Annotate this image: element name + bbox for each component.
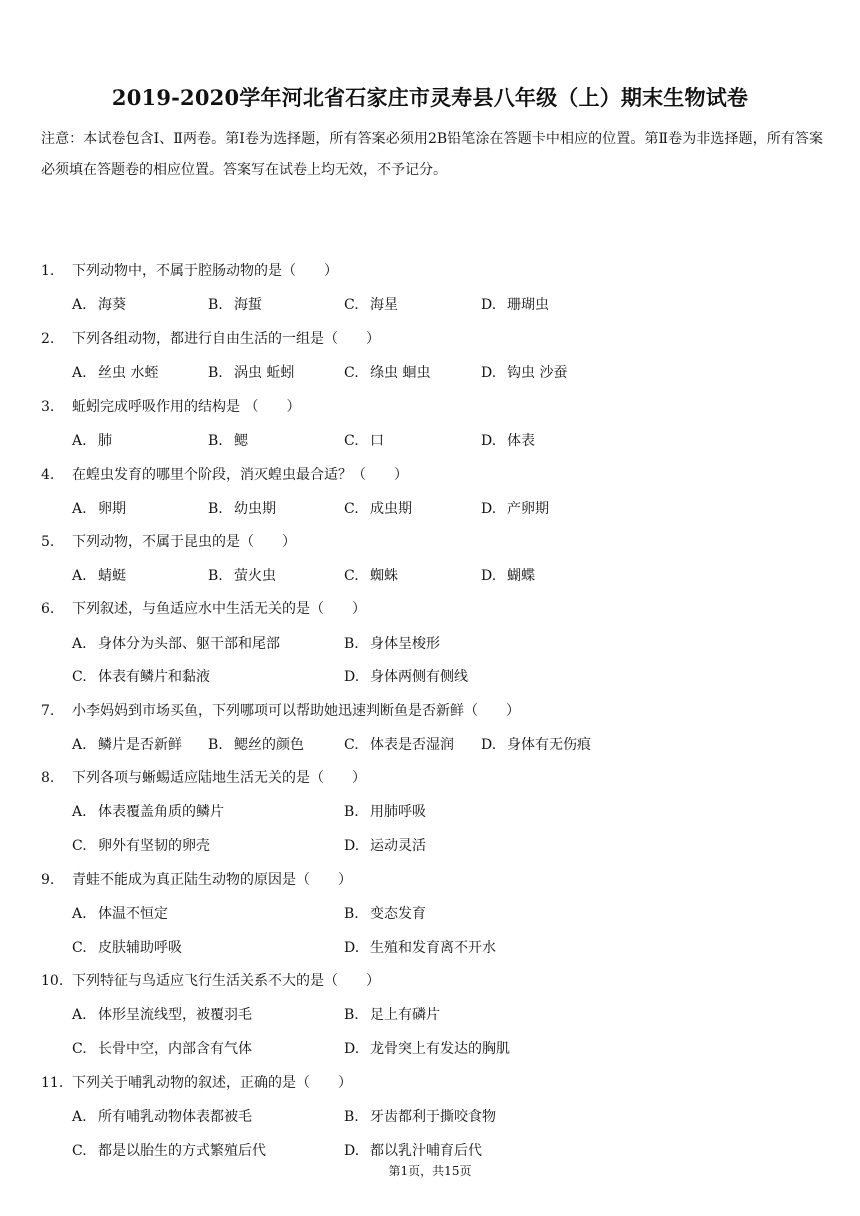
page-footer: 第1页，共15页 [388,1164,472,1178]
option-letter: C. [344,297,359,313]
option-text: 体表覆盖角质的鳞片 [98,804,224,820]
option-letter: C. [72,940,87,956]
option-text: 海葵 [98,297,126,313]
answer-option [208,565,276,587]
option-letter: D. [481,365,497,381]
option-letter: B. [344,804,359,820]
answer-option [72,734,182,756]
answer-option [344,734,454,756]
question-stem [41,869,352,891]
answer-option [344,565,398,587]
question-text: 青蛙不能成为真正陆生动物的原因是（ ） [72,872,352,888]
answer-option [208,734,304,756]
question-number: 5. [41,534,55,550]
option-text: 绦虫 蛔虫 [370,365,431,381]
option-letter: D. [344,838,360,854]
answer-option [344,362,430,384]
question-stem [41,260,338,282]
answer-option [344,1038,510,1060]
answer-option [481,565,535,587]
option-text: 身体呈梭形 [370,636,440,652]
option-letter: A. [72,636,87,652]
option-text: 体表是否湿润 [370,737,454,753]
answer-option [344,903,426,925]
answer-option [344,801,426,823]
answer-option [72,294,126,316]
option-text: 产卵期 [507,501,549,517]
option-letter: D. [481,501,497,517]
option-letter: A. [72,568,87,584]
option-letter: D. [344,940,360,956]
option-letter: A. [72,737,87,753]
option-text: 卵外有坚韧的卵壳 [98,838,210,854]
question-stem [41,1072,352,1094]
question-stem [41,328,380,350]
answer-option [72,498,126,520]
answer-option [344,1106,496,1128]
option-letter: B. [344,906,359,922]
option-letter: D. [481,568,497,584]
option-text: 蝴蝶 [507,568,535,584]
option-letter: B. [208,433,223,449]
option-text: 用肺呼吸 [370,804,426,820]
question-text: 在蝗虫发育的哪里个阶段，消灭蝗虫最合适？（ ） [72,467,408,483]
answer-option [344,666,468,688]
question-number: 10. [41,973,64,989]
answer-option [72,835,210,857]
option-letter: B. [208,568,223,584]
option-text: 足上有磷片 [370,1007,440,1023]
option-letter: D. [344,1041,360,1057]
option-text: 鳃丝的颜色 [234,737,304,753]
option-letter: B. [344,1007,359,1023]
question-number: 3. [41,399,55,415]
option-text: 变态发育 [370,906,426,922]
question-text: 下列关于哺乳动物的叙述，正确的是（ ） [72,1075,352,1091]
answer-option [344,1004,440,1026]
option-letter: B. [344,636,359,652]
question-stem [41,767,366,789]
answer-option [481,294,549,316]
option-letter: C. [72,1041,87,1057]
question-text: 下列动物，不属于昆虫的是（ ） [72,534,296,550]
option-letter: B. [208,297,223,313]
option-letter: C. [344,568,359,584]
answer-option [481,430,535,452]
option-text: 身体分为头部、躯干部和尾部 [98,636,280,652]
question-stem [41,970,380,992]
option-letter: C. [72,669,87,685]
option-text: 体表 [507,433,535,449]
option-text: 身体有无伤痕 [507,737,591,753]
option-text: 蜻蜓 [98,568,126,584]
question-number: 1. [41,263,55,279]
option-text: 丝虫 水蛭 [98,365,159,381]
answer-option [72,1038,252,1060]
answer-option [481,734,591,756]
exam-notice: 注意：本试卷包含Ⅰ、Ⅱ两卷。第Ⅰ卷为选择题，所有答案必须用2B铅笔涂在答题卡中相应的位置。第Ⅱ卷为非选择题，所有答案必须填在答题卷的相应位置。答案写在试卷上均无效，不予记分。 [41,131,823,178]
option-letter: D. [344,669,360,685]
question-stem [41,531,296,553]
option-text: 牙齿都利于撕咬食物 [370,1109,496,1125]
option-text: 所有哺乳动物体表都被毛 [98,1109,252,1125]
answer-option [208,362,294,384]
option-letter: D. [481,433,497,449]
option-letter: A. [72,906,87,922]
question-number: 6. [41,601,55,617]
answer-option [72,1140,266,1162]
question-number: 4. [41,467,55,483]
option-text: 幼虫期 [234,501,276,517]
option-text: 萤火虫 [234,568,276,584]
question-text: 下列各项与蜥蜴适应陆地生活无关的是（ ） [72,770,366,786]
question-stem [41,464,408,486]
option-letter: D. [481,737,497,753]
question-text: 下列动物中，不属于腔肠动物的是（ ） [72,263,338,279]
answer-option [344,937,496,959]
option-text: 成虫期 [370,501,412,517]
option-letter: A. [72,297,87,313]
answer-option [344,498,412,520]
option-text: 鳞片是否新鲜 [98,737,182,753]
option-letter: B. [208,365,223,381]
option-letter: C. [344,365,359,381]
option-text: 蜘蛛 [370,568,398,584]
question-stem [41,396,300,418]
answer-option [344,835,426,857]
answer-option [72,633,280,655]
option-letter: C. [72,838,87,854]
option-letter: D. [344,1143,360,1159]
answer-option [72,430,112,452]
answer-option [72,937,182,959]
option-letter: C. [344,501,359,517]
option-text: 生殖和发育离不开水 [370,940,496,956]
option-text: 海星 [370,297,398,313]
question-stem [41,598,366,620]
answer-option [344,633,440,655]
answer-option [72,666,210,688]
question-text: 蚯蚓完成呼吸作用的结构是 （ ） [72,399,301,415]
option-text: 体温不恒定 [98,906,168,922]
answer-option [344,430,384,452]
question-text: 下列各组动物，都进行自由生活的一组是（ ） [72,331,380,347]
answer-option [72,1106,252,1128]
option-letter: B. [208,737,223,753]
answer-option [481,498,549,520]
question-number: 8. [41,770,55,786]
option-letter: A. [72,1007,87,1023]
option-letter: A. [72,365,87,381]
answer-option [344,294,398,316]
answer-option [481,362,567,384]
answer-option [208,294,262,316]
option-letter: A. [72,433,87,449]
option-text: 口 [370,433,384,449]
question-number: 7. [41,703,55,719]
option-text: 都以乳汁哺育后代 [370,1143,482,1159]
answer-option [72,903,168,925]
option-text: 海蜇 [234,297,262,313]
question-number: 9. [41,872,55,888]
option-letter: A. [72,501,87,517]
option-text: 体表有鳞片和黏液 [98,669,210,685]
option-text: 肺 [98,433,112,449]
option-letter: C. [344,737,359,753]
option-letter: C. [344,433,359,449]
option-text: 皮肤辅助呼吸 [98,940,182,956]
answer-option [72,565,126,587]
option-text: 长骨中空，内部含有气体 [98,1041,252,1057]
option-letter: C. [72,1143,87,1159]
option-letter: D. [481,297,497,313]
option-text: 卵期 [98,501,126,517]
option-text: 运动灵活 [370,838,426,854]
question-text: 下列特征与鸟适应飞行生活关系不大的是（ ） [72,973,380,989]
answer-option [344,1140,482,1162]
option-text: 龙骨突上有发达的胸肌 [370,1041,510,1057]
answer-option [72,801,224,823]
question-text: 小李妈妈到市场买鱼，下列哪项可以帮助她迅速判断鱼是否新鲜（ ） [72,703,520,719]
option-text: 体形呈流线型，被覆羽毛 [98,1007,252,1023]
question-number: 11. [41,1075,64,1091]
option-letter: B. [344,1109,359,1125]
option-letter: B. [208,501,223,517]
answer-option [208,430,248,452]
question-number: 2. [41,331,55,347]
option-text: 珊瑚虫 [507,297,549,313]
answer-option [72,362,158,384]
answer-option [72,1004,252,1026]
option-text: 涡虫 蚯蚓 [234,365,295,381]
answer-option [208,498,276,520]
option-text: 钩虫 沙蚕 [507,365,568,381]
option-text: 都是以胎生的方式繁殖后代 [98,1143,266,1159]
question-text: 下列叙述，与鱼适应水中生活无关的是（ ） [72,601,366,617]
exam-title: 2019-2020学年河北省石家庄市灵寿县八年级（上）期末生物试卷 [111,85,749,110]
option-letter: A. [72,1109,87,1125]
question-stem [41,700,520,722]
option-text: 鳃 [234,433,248,449]
option-text: 身体两侧有侧线 [370,669,468,685]
option-letter: A. [72,804,87,820]
